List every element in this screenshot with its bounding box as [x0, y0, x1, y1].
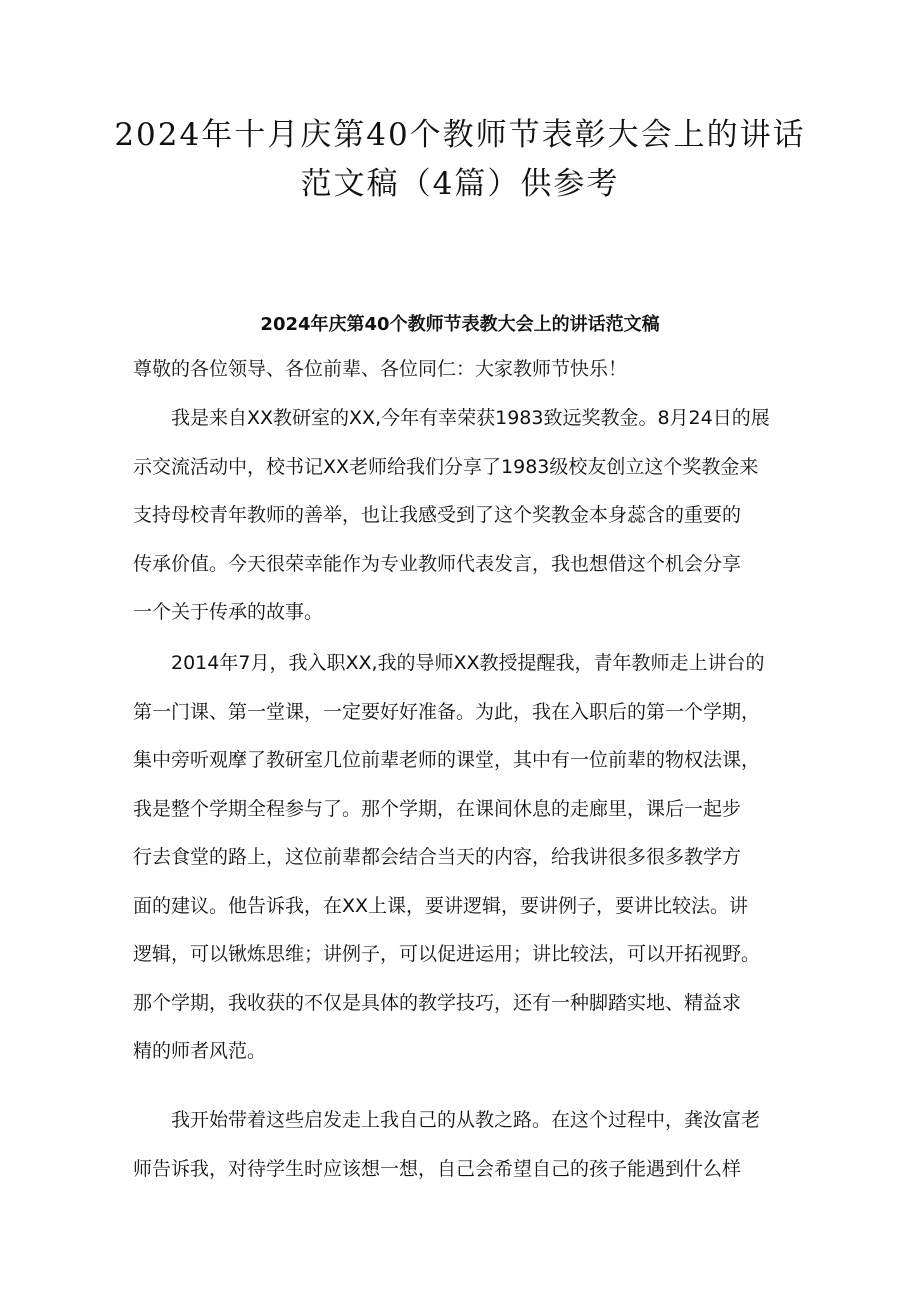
paragraph-line: 面的建议。他告诉我，在XX上课，要讲逻辑，要讲例子，要讲比较法。讲: [133, 894, 749, 917]
paragraph-line: 行去食堂的路上，这位前辈都会结合当天的内容，给我讲很多很多教学方: [133, 846, 742, 868]
paragraph-2: [133, 644, 803, 1081]
paragraph-line: 第一门课、第一堂课，一定要好好准备。为此，我在入职后的第一个学期，: [133, 700, 761, 723]
section-heading: 2024年庆第40个教师节表教大会上的讲话范文稿: [260, 314, 660, 335]
paragraph-line: 逻辑，可以锹炼思维；讲例子，可以促进运用；讲比较法，可以开拓视野。: [133, 943, 761, 965]
paragraph-1: [133, 399, 803, 642]
paragraph-line: 我开始带着这些启发走上我自己的从教之路。在这个过程中，龚汝富老: [171, 1109, 761, 1131]
paragraph-line: 我是整个学期全程参与了。那个学期，在课间休息的走廊里，课后一起步: [133, 797, 742, 820]
paragraph-line: 那个学期，我收获的不仅是具体的教学技巧，还有一种脚踏实地、精益求: [133, 991, 742, 1014]
paragraph-line: 师告诉我，对待学生时应该想一想，自己会希望自己的孩子能遇到什么样: [133, 1157, 742, 1180]
paragraph-line: 传承价值。今天很荣幸能作为专业教师代表发言，我也想借这个机会分享: [133, 552, 742, 575]
paragraph-line: 示交流活动中，校书记XX老师给我们分享了1983级校友创立这个奖教金来: [133, 455, 759, 478]
paragraph-line: 一个关于传承的故事。: [133, 601, 324, 623]
document-title-line-1: 2024年十月庆第40个教师节表彰大会上的讲话: [114, 117, 806, 153]
document-title-line-2: 范文稿（4篇）供参考: [300, 166, 620, 202]
paragraph-3: [133, 1101, 803, 1198]
paragraph-line: 2014年7月，我入职XX,我的导师XX教授提醒我，青年教师走上讲台的: [171, 652, 765, 674]
greeting: 尊敬的各位领导、各位前辈、各位同仁：大家教师节快乐！: [133, 358, 628, 380]
paragraph-line: 集中旁听观摩了教研室几位前辈老师的课堂，其中有一位前辈的物权法课，: [133, 749, 761, 771]
paragraph-line: 精的师者风范。: [133, 1040, 267, 1062]
paragraph-line: 我是来自XX教研室的XX,今年有幸荣获1983致远奖教金。8月24日的展: [171, 407, 770, 429]
paragraph-line: 支持母校青年教师的善举，也让我感受到了这个奖教金本身蕊含的重要的: [133, 504, 742, 526]
